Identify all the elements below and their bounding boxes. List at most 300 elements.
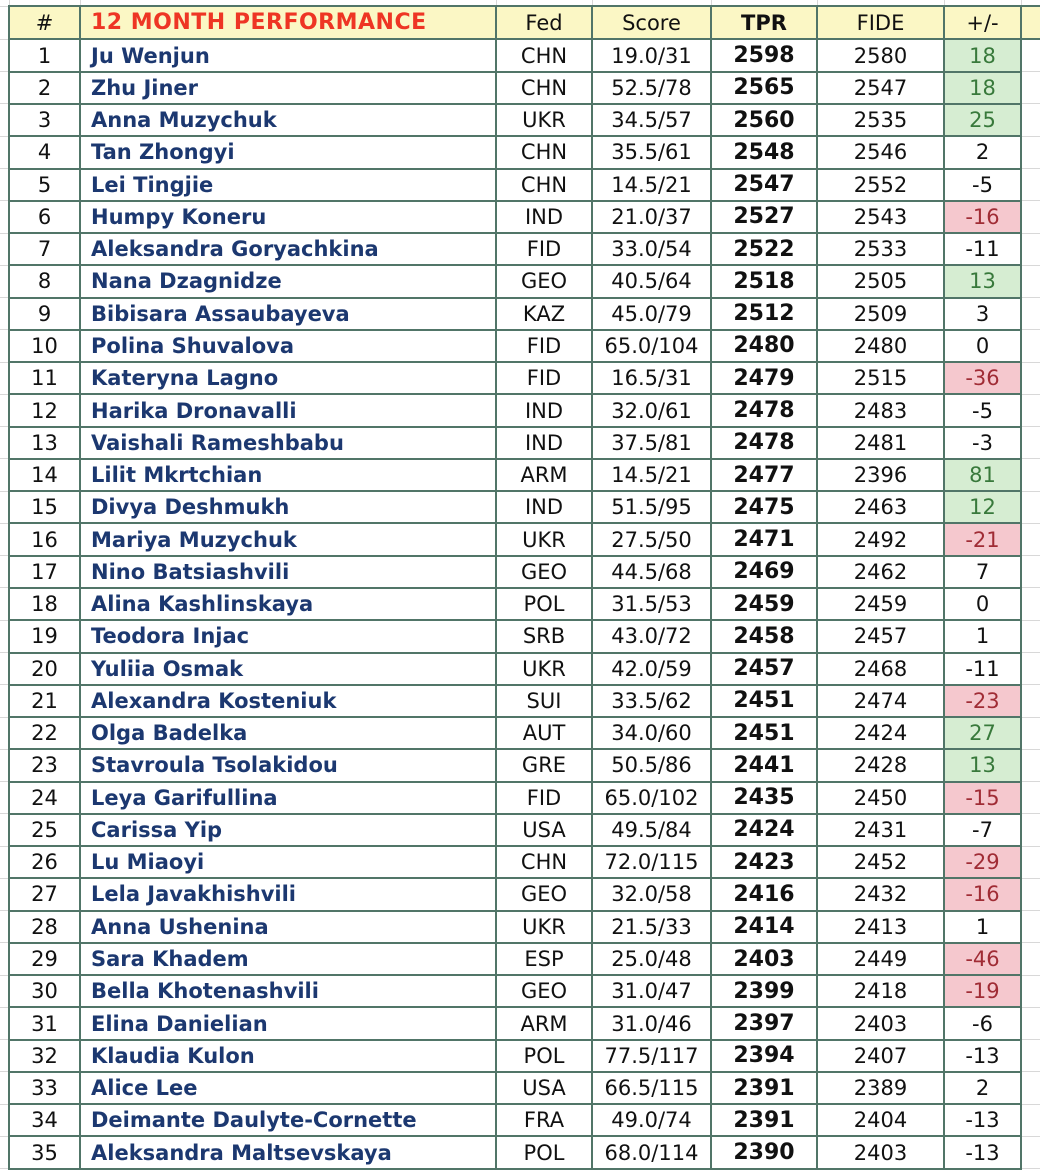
score-cell[interactable]: 32.0/58 [592,878,711,910]
table-row [0,620,1040,652]
player-name-cell[interactable]: Anna Muzychuk [80,104,496,136]
table-row [0,975,1040,1007]
federation-cell[interactable]: FID [496,782,592,814]
tpr-cell[interactable]: 2441 [711,749,817,781]
tpr-cell[interactable]: 2399 [711,975,817,1007]
rank-cell[interactable]: 25 [9,814,80,846]
player-name-cell[interactable]: Harika Dronavalli [80,394,496,426]
rank-cell[interactable]: 34 [9,1104,80,1136]
gridline-cell [0,846,9,878]
player-name-cell[interactable]: Nino Batsiashvili [80,556,496,588]
rank-cell[interactable]: 5 [9,169,80,201]
rating-change-cell[interactable]: -13 [944,1136,1021,1168]
tpr-cell[interactable]: 2457 [711,653,817,685]
gridline-cell [0,814,9,846]
player-name-cell[interactable]: Leya Garifullina [80,782,496,814]
fide-rating-cell[interactable]: 2450 [817,782,944,814]
rank-cell[interactable]: 6 [9,201,80,233]
tpr-cell[interactable]: 2459 [711,588,817,620]
player-name-cell[interactable]: Elina Danielian [80,1007,496,1039]
gridline-cell [0,1007,9,1039]
player-name-cell[interactable]: Kateryna Lagno [80,362,496,394]
federation-cell[interactable]: FID [496,330,592,362]
gridline-cell [0,911,9,943]
rating-change-cell[interactable]: 13 [944,265,1021,297]
gridline-cell [1021,653,1040,685]
rating-change-cell[interactable]: -5 [944,394,1021,426]
federation-cell[interactable]: CHN [496,169,592,201]
score-cell[interactable]: 50.5/86 [592,749,711,781]
rating-change-cell[interactable]: -3 [944,427,1021,459]
rating-change-cell[interactable]: -29 [944,846,1021,878]
player-name-cell[interactable]: Alexandra Kosteniuk [80,685,496,717]
score-cell[interactable]: 35.5/61 [592,136,711,168]
score-cell[interactable]: 31.0/47 [592,975,711,1007]
fide-rating-cell[interactable]: 2580 [817,39,944,71]
rank-cell[interactable]: 31 [9,1007,80,1039]
rating-change-cell[interactable]: -6 [944,1007,1021,1039]
rating-change-cell[interactable]: -16 [944,878,1021,910]
fide-rating-cell[interactable]: 2428 [817,749,944,781]
rank-cell[interactable]: 20 [9,653,80,685]
rank-cell[interactable]: 28 [9,911,80,943]
score-cell[interactable]: 33.5/62 [592,685,711,717]
table-row [0,233,1040,265]
table-row [0,39,1040,71]
fide-rating-cell[interactable]: 2480 [817,330,944,362]
fide-rating-cell[interactable]: 2483 [817,394,944,426]
score-cell[interactable]: 21.0/37 [592,201,711,233]
fide-rating-cell[interactable]: 2418 [817,975,944,1007]
rank-cell[interactable]: 8 [9,265,80,297]
fide-rating-cell[interactable]: 2505 [817,265,944,297]
gridline-cell [1021,556,1040,588]
gridline-cell [1021,265,1040,297]
tpr-cell[interactable]: 2527 [711,201,817,233]
rating-change-cell[interactable]: 18 [944,72,1021,104]
federation-cell[interactable]: POL [496,1040,592,1072]
rank-cell[interactable]: 12 [9,394,80,426]
gridline-cell [0,1040,9,1072]
gridline-cell [1021,975,1040,1007]
tpr-cell[interactable]: 2475 [711,491,817,523]
tpr-cell[interactable]: 2435 [711,782,817,814]
tpr-cell[interactable]: 2522 [711,233,817,265]
gridline-cell [0,330,9,362]
rating-change-cell[interactable]: 0 [944,588,1021,620]
gridline-cell [0,588,9,620]
gridline-cell [0,136,9,168]
rating-change-cell[interactable]: 1 [944,620,1021,652]
federation-cell[interactable]: CHN [496,39,592,71]
table-row [0,201,1040,233]
fide-rating-cell[interactable]: 2546 [817,136,944,168]
tpr-cell[interactable]: 2547 [711,169,817,201]
tpr-cell[interactable]: 2391 [711,1104,817,1136]
federation-cell[interactable]: FID [496,362,592,394]
score-cell[interactable]: 65.0/102 [592,782,711,814]
player-name-cell[interactable]: Stavroula Tsolakidou [80,749,496,781]
rating-change-cell[interactable]: -7 [944,814,1021,846]
score-cell[interactable]: 40.5/64 [592,265,711,297]
federation-cell[interactable]: AUT [496,717,592,749]
rank-cell[interactable]: 29 [9,943,80,975]
federation-cell[interactable]: GEO [496,556,592,588]
fide-rating-cell[interactable]: 2396 [817,459,944,491]
federation-cell[interactable]: GRE [496,749,592,781]
rank-cell[interactable]: 27 [9,878,80,910]
score-cell[interactable]: 77.5/117 [592,1040,711,1072]
score-cell[interactable]: 43.0/72 [592,620,711,652]
player-name-cell[interactable]: Klaudia Kulon [80,1040,496,1072]
federation-cell[interactable]: GEO [496,878,592,910]
rating-change-cell[interactable]: 3 [944,298,1021,330]
header-fed[interactable]: Fed [496,6,592,39]
fide-rating-cell[interactable]: 2552 [817,169,944,201]
fide-rating-cell[interactable]: 2543 [817,201,944,233]
federation-cell[interactable]: IND [496,491,592,523]
table-row [0,685,1040,717]
rating-change-cell[interactable]: -11 [944,233,1021,265]
player-name-cell[interactable]: Bella Khotenashvili [80,975,496,1007]
rating-change-cell[interactable]: -13 [944,1040,1021,1072]
fide-rating-cell[interactable]: 2462 [817,556,944,588]
gridline-cell [0,749,9,781]
rating-change-cell[interactable]: -13 [944,1104,1021,1136]
tpr-cell[interactable]: 2394 [711,1040,817,1072]
fide-rating-cell[interactable]: 2515 [817,362,944,394]
rank-cell[interactable]: 18 [9,588,80,620]
tpr-cell[interactable]: 2451 [711,685,817,717]
table-row [0,1007,1040,1039]
fide-rating-cell[interactable]: 2481 [817,427,944,459]
player-name-cell[interactable]: Anna Ushenina [80,911,496,943]
gridline-cell [0,201,9,233]
score-cell[interactable]: 44.5/68 [592,556,711,588]
player-name-cell[interactable]: Divya Deshmukh [80,491,496,523]
score-cell[interactable]: 42.0/59 [592,653,711,685]
fide-rating-cell[interactable]: 2452 [817,846,944,878]
tpr-cell[interactable]: 2458 [711,620,817,652]
rating-change-cell[interactable]: 12 [944,491,1021,523]
federation-cell[interactable]: CHN [496,72,592,104]
rating-change-cell[interactable]: 25 [944,104,1021,136]
rank-cell[interactable]: 3 [9,104,80,136]
rank-cell[interactable]: 32 [9,1040,80,1072]
tpr-cell[interactable]: 2565 [711,72,817,104]
score-cell[interactable]: 45.0/79 [592,298,711,330]
fide-rating-cell[interactable]: 2459 [817,588,944,620]
score-cell[interactable]: 68.0/114 [592,1136,711,1168]
federation-cell[interactable]: UKR [496,104,592,136]
table-row [0,298,1040,330]
rank-cell[interactable]: 2 [9,72,80,104]
table-row [0,136,1040,168]
tpr-cell[interactable]: 2414 [711,911,817,943]
rating-change-cell[interactable]: -23 [944,685,1021,717]
tpr-cell[interactable]: 2451 [711,717,817,749]
gridline-cell [0,1072,9,1104]
score-cell[interactable]: 21.5/33 [592,911,711,943]
gridline-cell [1021,491,1040,523]
player-name-cell[interactable]: Aleksandra Goryachkina [80,233,496,265]
federation-cell[interactable]: FRA [496,1104,592,1136]
gridline-cell [1021,104,1040,136]
score-cell[interactable]: 25.0/48 [592,943,711,975]
federation-cell[interactable]: CHN [496,846,592,878]
gridline-cell [1021,943,1040,975]
gridline-cell [1021,814,1040,846]
player-name-cell[interactable]: Vaishali Rameshbabu [80,427,496,459]
player-name-cell[interactable]: Olga Badelka [80,717,496,749]
rating-change-cell[interactable]: -21 [944,523,1021,555]
fide-rating-cell[interactable]: 2457 [817,620,944,652]
score-cell[interactable]: 32.0/61 [592,394,711,426]
fide-rating-cell[interactable]: 2463 [817,491,944,523]
player-name-cell[interactable]: Aleksandra Maltsevskaya [80,1136,496,1168]
gridline-cell [0,459,9,491]
score-cell[interactable]: 34.5/57 [592,104,711,136]
federation-cell[interactable]: IND [496,394,592,426]
gridline-cell [0,72,9,104]
rating-change-cell[interactable]: 2 [944,136,1021,168]
rank-cell[interactable]: 22 [9,717,80,749]
gridline-cell [1021,330,1040,362]
header-delta[interactable]: +/- [944,6,1021,39]
federation-cell[interactable]: USA [496,814,592,846]
gridline-cell [0,878,9,910]
rank-cell[interactable]: 7 [9,233,80,265]
fide-rating-cell[interactable]: 2432 [817,878,944,910]
tpr-cell[interactable]: 2469 [711,556,817,588]
federation-cell[interactable]: KAZ [496,298,592,330]
gridline-cell [1021,298,1040,330]
player-name-cell[interactable]: Lilit Mkrtchian [80,459,496,491]
score-cell[interactable]: 14.5/21 [592,459,711,491]
header-tpr[interactable]: TPR [711,6,817,39]
federation-cell[interactable]: USA [496,1072,592,1104]
rating-change-cell[interactable]: -15 [944,782,1021,814]
federation-cell[interactable]: FID [496,233,592,265]
score-cell[interactable]: 51.5/95 [592,491,711,523]
rating-change-cell[interactable]: 81 [944,459,1021,491]
fide-rating-cell[interactable]: 2413 [817,911,944,943]
fide-rating-cell[interactable]: 2431 [817,814,944,846]
score-cell[interactable]: 16.5/31 [592,362,711,394]
header-fide[interactable]: FIDE [817,6,944,39]
tpr-cell[interactable]: 2416 [711,878,817,910]
fide-rating-cell[interactable]: 2403 [817,1007,944,1039]
rating-change-cell[interactable]: -5 [944,169,1021,201]
gridline-cell [1021,588,1040,620]
score-cell[interactable]: 52.5/78 [592,72,711,104]
fide-rating-cell[interactable]: 2474 [817,685,944,717]
rating-change-cell[interactable]: 0 [944,330,1021,362]
fide-rating-cell[interactable]: 2535 [817,104,944,136]
player-name-cell[interactable]: Carissa Yip [80,814,496,846]
rating-change-cell[interactable]: -11 [944,653,1021,685]
tpr-cell[interactable]: 2397 [711,1007,817,1039]
player-name-cell[interactable]: Lela Javakhishvili [80,878,496,910]
federation-cell[interactable]: IND [496,427,592,459]
gridline-cell [0,169,9,201]
rank-cell[interactable]: 10 [9,330,80,362]
rank-cell[interactable]: 15 [9,491,80,523]
rating-change-cell[interactable]: -46 [944,943,1021,975]
rank-cell[interactable]: 16 [9,523,80,555]
gridline-cell [0,556,9,588]
gridline-cell [1021,362,1040,394]
rating-change-cell[interactable]: 27 [944,717,1021,749]
player-name-cell[interactable]: Bibisara Assaubayeva [80,298,496,330]
tpr-cell[interactable]: 2390 [711,1136,817,1168]
rank-cell[interactable]: 23 [9,749,80,781]
score-cell[interactable]: 31.5/53 [592,588,711,620]
player-name-cell[interactable]: Sara Khadem [80,943,496,975]
rank-cell[interactable]: 9 [9,298,80,330]
player-name-cell[interactable]: Teodora Injac [80,620,496,652]
rank-cell[interactable]: 1 [9,39,80,71]
fide-rating-cell[interactable]: 2407 [817,1040,944,1072]
fide-rating-cell[interactable]: 2492 [817,523,944,555]
player-name-cell[interactable]: Tan Zhongyi [80,136,496,168]
score-cell[interactable]: 49.0/74 [592,1104,711,1136]
table-row [0,588,1040,620]
table-row [0,943,1040,975]
score-cell[interactable]: 14.5/21 [592,169,711,201]
gridline-cell [1021,620,1040,652]
player-name-cell[interactable]: Polina Shuvalova [80,330,496,362]
player-name-cell[interactable]: Lu Miaoyi [80,846,496,878]
rating-change-cell[interactable]: 7 [944,556,1021,588]
rating-change-cell[interactable]: 1 [944,911,1021,943]
rating-change-cell[interactable]: 13 [944,749,1021,781]
tpr-cell[interactable]: 2480 [711,330,817,362]
player-name-cell[interactable]: Alina Kashlinskaya [80,588,496,620]
header-rank[interactable]: # [9,6,80,39]
federation-cell[interactable]: GEO [496,265,592,297]
gridline-cell [0,233,9,265]
tpr-cell[interactable]: 2479 [711,362,817,394]
rank-cell[interactable]: 13 [9,427,80,459]
score-cell[interactable]: 65.0/104 [592,330,711,362]
score-cell[interactable]: 49.5/84 [592,814,711,846]
federation-cell[interactable]: POL [496,588,592,620]
score-cell[interactable]: 37.5/81 [592,427,711,459]
rank-cell[interactable]: 30 [9,975,80,1007]
score-cell[interactable]: 31.0/46 [592,1007,711,1039]
fide-rating-cell[interactable]: 2424 [817,717,944,749]
gridline-cell [0,362,9,394]
tpr-cell[interactable]: 2548 [711,136,817,168]
fide-rating-cell[interactable]: 2509 [817,298,944,330]
fide-rating-cell[interactable]: 2449 [817,943,944,975]
tpr-cell[interactable]: 2560 [711,104,817,136]
federation-cell[interactable]: GEO [496,975,592,1007]
player-name-cell[interactable]: Lei Tingjie [80,169,496,201]
fide-rating-cell[interactable]: 2389 [817,1072,944,1104]
rank-cell[interactable]: 17 [9,556,80,588]
tpr-cell[interactable]: 2403 [711,943,817,975]
score-cell[interactable]: 27.5/50 [592,523,711,555]
player-name-cell[interactable]: Nana Dzagnidze [80,265,496,297]
tpr-cell[interactable]: 2518 [711,265,817,297]
header-score[interactable]: Score [592,6,711,39]
rank-cell[interactable]: 14 [9,459,80,491]
gridline-cell [0,782,9,814]
gridline-cell [0,943,9,975]
rank-cell[interactable]: 35 [9,1136,80,1168]
player-name-cell[interactable]: Humpy Koneru [80,201,496,233]
federation-cell[interactable]: IND [496,201,592,233]
federation-cell[interactable]: SUI [496,685,592,717]
fide-rating-cell[interactable]: 2403 [817,1136,944,1168]
rating-change-cell[interactable]: -16 [944,201,1021,233]
rank-cell[interactable]: 24 [9,782,80,814]
player-name-cell[interactable]: Yuliia Osmak [80,653,496,685]
gridline-cell [1021,523,1040,555]
score-cell[interactable]: 34.0/60 [592,717,711,749]
player-name-cell[interactable]: Ju Wenjun [80,39,496,71]
rank-cell[interactable]: 11 [9,362,80,394]
fide-rating-cell[interactable]: 2404 [817,1104,944,1136]
federation-cell[interactable]: ARM [496,459,592,491]
rating-change-cell[interactable]: 18 [944,39,1021,71]
rank-cell[interactable]: 33 [9,1072,80,1104]
federation-cell[interactable]: CHN [496,136,592,168]
federation-cell[interactable]: ARM [496,1007,592,1039]
fide-rating-cell[interactable]: 2533 [817,233,944,265]
player-name-cell[interactable]: Zhu Jiner [80,72,496,104]
federation-cell[interactable]: UKR [496,523,592,555]
federation-cell[interactable]: SRB [496,620,592,652]
rating-change-cell[interactable]: -19 [944,975,1021,1007]
federation-cell[interactable]: POL [496,1136,592,1168]
score-cell[interactable]: 19.0/31 [592,39,711,71]
player-name-cell[interactable]: Alice Lee [80,1072,496,1104]
rank-cell[interactable]: 26 [9,846,80,878]
fide-rating-cell[interactable]: 2547 [817,72,944,104]
player-name-cell[interactable]: Deimante Daulyte-Cornette [80,1104,496,1136]
header-title[interactable]: 12 MONTH PERFORMANCE [80,6,496,39]
tpr-cell[interactable]: 2471 [711,523,817,555]
score-cell[interactable]: 33.0/54 [592,233,711,265]
federation-cell[interactable]: UKR [496,911,592,943]
tpr-cell[interactable]: 2424 [711,814,817,846]
fide-rating-cell[interactable]: 2468 [817,653,944,685]
tpr-cell[interactable]: 2478 [711,427,817,459]
tpr-cell[interactable]: 2391 [711,1072,817,1104]
tpr-cell[interactable]: 2423 [711,846,817,878]
score-cell[interactable]: 72.0/115 [592,846,711,878]
tpr-cell[interactable]: 2478 [711,394,817,426]
gridline-cell [1021,717,1040,749]
tpr-cell[interactable]: 2512 [711,298,817,330]
rank-cell[interactable]: 19 [9,620,80,652]
rating-change-cell[interactable]: -36 [944,362,1021,394]
player-name-cell[interactable]: Mariya Muzychuk [80,523,496,555]
table-row [0,749,1040,781]
federation-cell[interactable]: ESP [496,943,592,975]
federation-cell[interactable]: UKR [496,653,592,685]
tpr-cell[interactable]: 2598 [711,39,817,71]
gridline-cell [0,394,9,426]
tpr-cell[interactable]: 2477 [711,459,817,491]
rank-cell[interactable]: 21 [9,685,80,717]
rating-change-cell[interactable]: 2 [944,1072,1021,1104]
rank-cell[interactable]: 4 [9,136,80,168]
score-cell[interactable]: 66.5/115 [592,1072,711,1104]
